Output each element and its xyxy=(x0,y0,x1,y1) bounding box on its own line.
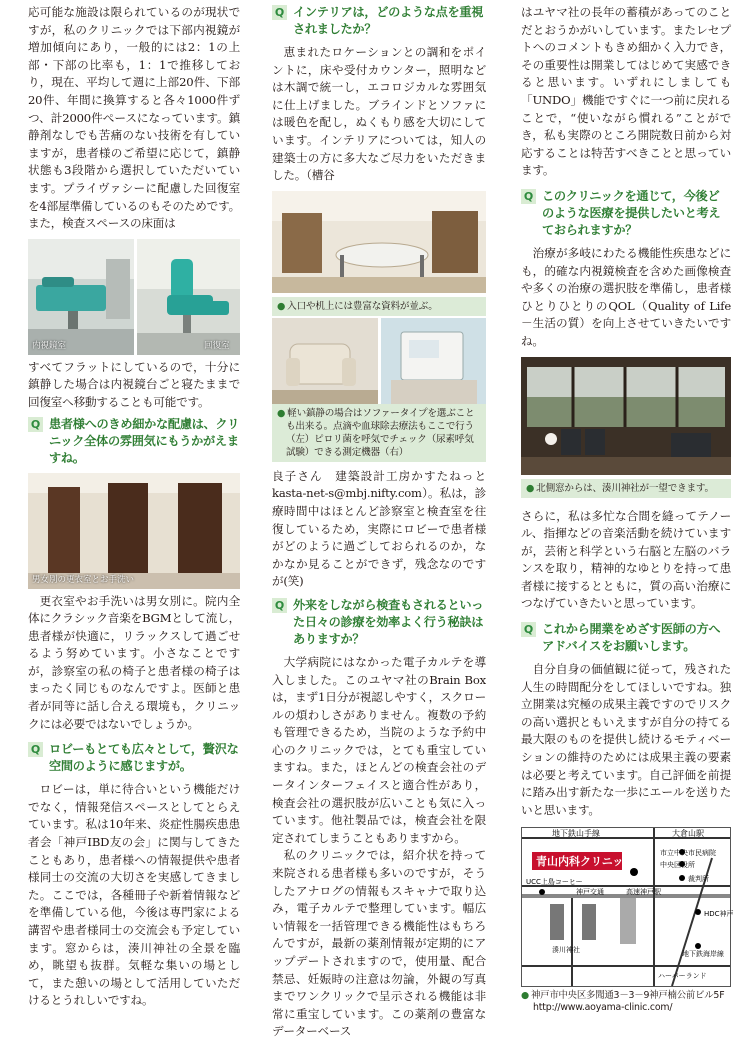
bullet-icon: ● xyxy=(277,407,286,419)
map-label: 地下鉄海岸線 xyxy=(682,950,724,959)
map-label: 市立中央市民病院 xyxy=(660,849,716,858)
body-paragraph: 更衣室やお手洗いは男女別に。院内全体にクラシック音楽をBGMとして流し，患者様が快適に，リラックスして過ごせるよう努めています。小さなことですが，診察室の私の椅子と患者様の椅子はまったく同じものなんですよ。医師と患者が同等に話し合える環境も，クリニックには必要ではないでしょうか。 xyxy=(28,593,240,731)
body-paragraph: 良子さん 建築設計工房かすたねっと kasta-net-s@mbj.nifty.com）。私は，診療時間中はほとんど診察室と検査室を往復しているため，実際にロビーで患者様がどのように過ごしておられるのか，なかなか見ることができず，残念なのですが(笑) xyxy=(272,468,486,589)
question-text: 患者様へのきめ細かな配慮は、クリニック全体の雰囲気にもうかがえますね。 xyxy=(49,416,240,465)
lobby-photo-image xyxy=(272,191,486,293)
q-icon: Q xyxy=(272,5,287,20)
question-heading xyxy=(28,416,240,467)
restroom-photo xyxy=(28,473,240,589)
body-paragraph: 恵まれたロケーションとの調和をポイントに，床や受付カウンター，照明などは木調で統一し，エコロジカルな雰囲気に仕上げました。ブラインドとソファには暖色を配し，ぬくもり感を大切にしています。インテリアについては，知人の建築士の方に多大なご尽力をいただきました。（槽谷 xyxy=(272,45,486,183)
photo-caption xyxy=(272,297,486,316)
photo-caption xyxy=(272,404,486,462)
body-paragraph: さらに，私は多忙な合間を縫ってテノール、指揮などの音楽活動を続けていますが，芸術と科学という右脳と左脳のバランスを取り，精神的なゆとりを持って患者様に接するとともに，質の高い治療につなげていきたいと思っています。 xyxy=(521,508,731,611)
question-heading xyxy=(272,4,486,38)
body-paragraph: 大学病院にはなかった電子カルテを導入しました。このユヤマ社のBrain Boxは，まず1日分が視認しやすく，スクロールの煩わしさがありません。複数の予約も管理できるため，当院のような予約中心のクリニックでは，とても重宝していますね。また，ほとんどの検査会社のデータインターフェイスと適合性があり，検査会社の選択肢が広いことも気に入っています。他社製品では，検査会社を限定されてしまうこともありますから。 xyxy=(272,654,486,845)
map-label: 湊川神社 xyxy=(552,946,580,955)
recovery-room-photo xyxy=(137,239,240,355)
body-paragraph: 自分自身の価値観に従って，残された人生の時間配分をしてほしいですね。独立開業は究極の成果主義ですのでリスクの高い選択ともいえますが自分の持てる最大限のものを提供し続けるモティベーションの維持のためには成果主義の要素は必要と考えています。自己評価を前提に踏み出す新たな一歩にエールを送りたいと思います。 xyxy=(521,662,731,817)
photo-label: 男女別の更衣室とお手洗い xyxy=(32,574,135,585)
q-icon: Q xyxy=(521,189,536,204)
endoscopy-room-photo xyxy=(28,239,134,355)
endoscopy-room-photos xyxy=(28,239,240,355)
clinic-url[interactable]: http://www.aoyama-clinic.com/ xyxy=(533,1002,673,1014)
bullet-icon: ● xyxy=(521,990,529,1002)
access-map xyxy=(521,827,734,987)
map-label: UCC上島コーヒー xyxy=(526,878,583,887)
column-2 xyxy=(272,4,486,1041)
q-icon: Q xyxy=(272,598,287,613)
north-window-photo xyxy=(521,357,731,498)
question-text: ロビーもとても広々として，贅沢な空間のように感じますが。 xyxy=(49,742,239,774)
map-label: ハーバーランド xyxy=(658,972,707,981)
body-paragraph: 治療が多岐にわたる機能性疾患などにも，的確な内視鏡検査を含めた画像検査や多くの治療の選択肢を準備し，患者様ひとりひとりのQOL（Quality of Life －生活の質）を向上させていきたいですね。 xyxy=(521,245,731,348)
breath-test-device-photo xyxy=(381,318,486,404)
q-icon: Q xyxy=(28,742,43,757)
body-paragraph: ロビーは，単に待合いという機能だけでなく，情報発信スペースとしてとらえています。私は10年来、炎症性腸疾患患者会「神戸IBD友の会」に関与してきたこともあり，患者様への情報提供や患者様同士の交流の大切さを実感してきました。ここでは，各種冊子や新着情報などを準備している他，今後は専門家による講習や患者様同士の交流会も予定しています。窓からは，湊川神社の全景を臨め，眺望も抜群。気軽な集いの場として，また憩いの場として活用していただけるとうれしいですね。 xyxy=(28,782,240,1008)
column-3 xyxy=(521,4,734,1014)
caption-text: 入口や机上には豊富な資料が並ぶ。 xyxy=(287,300,438,312)
map-label: 中央区役所 xyxy=(660,861,695,870)
question-text: インテリアは，どのような点を重視されましたか？ xyxy=(293,5,484,36)
question-heading xyxy=(272,597,486,648)
clinic-address xyxy=(521,990,731,1002)
map-label: HDC神戸 xyxy=(704,910,734,919)
sofa-photo xyxy=(272,318,378,404)
clinic-marker: 青山内科クリニック xyxy=(536,855,635,869)
body-paragraph: 応可能な施設は限られているのが現状ですが，私のクリニックでは下部内視鏡が増加傾向にあり，一般的には2：1の上部・下部の比率も，1：1で推移しており，現在、平均して週に上部20件、下部20件、年間に換算すると各々1000件ずつ、計2000件ぺースになっています。鎮静剤なしでも苦痛のない技術を有していますが，患者様のご希望に応じて，鎮静状態も3段階から選択していただいています。プライヴァシーに配慮した回復室を4部屋準備しているのもそのためです。また，検査スペースの床面は xyxy=(28,5,240,231)
body-paragraph: はユヤマ社の長年の蓄積があってのことだとおうかがいしています。またレセプトへのコメントもきめ細かく入力でき，その重要性は開業してはじめて実感できると思います。いずれにしましても「UNDO」機能ですぐに一つ前に戻れることで，“使いながら慣れる”ことができ，私も実際のところ開院数日前から対応することは特苦すべきことと思っています。 xyxy=(521,5,731,178)
restroom-photo-image xyxy=(28,473,240,589)
question-text: これから開業をめざす医師の方へアドバイスをお願いします。 xyxy=(542,622,721,654)
map-label: 神戸交通 xyxy=(576,888,604,897)
question-heading xyxy=(521,621,731,655)
bullet-icon: ● xyxy=(277,300,286,312)
map-label: 地下鉄山手線 xyxy=(552,829,600,839)
question-heading xyxy=(521,188,731,239)
caption-text: 北側窓からは、湊川神社が一望できます。 xyxy=(536,482,714,494)
question-text: 外来をしながら検査もされるといった日々の診療を効率よく行う秘訣はありますか？ xyxy=(293,597,484,646)
q-icon: Q xyxy=(28,417,43,432)
photo-label: 回復室 xyxy=(204,340,230,351)
photo-label: 内視鏡室 xyxy=(32,340,67,351)
column-1 xyxy=(28,4,240,1010)
question-heading xyxy=(28,741,240,775)
question-text: このクリニックを通じて，今後どのような医療を提供したいと考えておられますか？ xyxy=(542,188,721,237)
lobby-photo xyxy=(272,191,486,316)
map-label: 大倉山駅 xyxy=(672,829,704,839)
map-label: 高速神戸駅 xyxy=(626,888,661,897)
body-paragraph: すべてフラットにしているので，十分に鎮静した場合は内視鏡台ごと寝たままで回復室へ移動することも可能です。 xyxy=(28,359,240,409)
bullet-icon: ● xyxy=(526,482,535,494)
address-text: 神戸市中央区多聞通3－3－9神戸楠公前ビル5F xyxy=(530,990,725,1002)
q-icon: Q xyxy=(521,622,536,637)
body-paragraph: 私のクリニックでは，紹介状を持って来院される患者様も多いのですが，そうしたアナログの情報もスキャナで取り込み，電子カルテで整理しています。幅広い情報を一括管理できる機能性はもちろんですが，最新の薬剤情報が定期的にアップデートされますので，使用量、配合禁忌、妊娠時の注意は勿論，外観の写真までワンクリックで呈示される機能は非常に重宝しています。この薬剤の豊富なデーターベース xyxy=(272,848,486,1039)
photo-caption xyxy=(521,479,731,498)
north-window-photo-image xyxy=(521,357,731,475)
sofa-and-breath-test-photos xyxy=(272,318,486,404)
map-graphic xyxy=(522,828,734,986)
map-label: 裁判所 xyxy=(688,875,709,884)
caption-text: 軽い鎮静の場合はソファータイプを選ぶことも出来る。点滴や血球除去療法もここで行う（左）ピロリ菌を呼気でチェック（尿素呼気試験）できる測定機器（右） xyxy=(286,407,475,458)
